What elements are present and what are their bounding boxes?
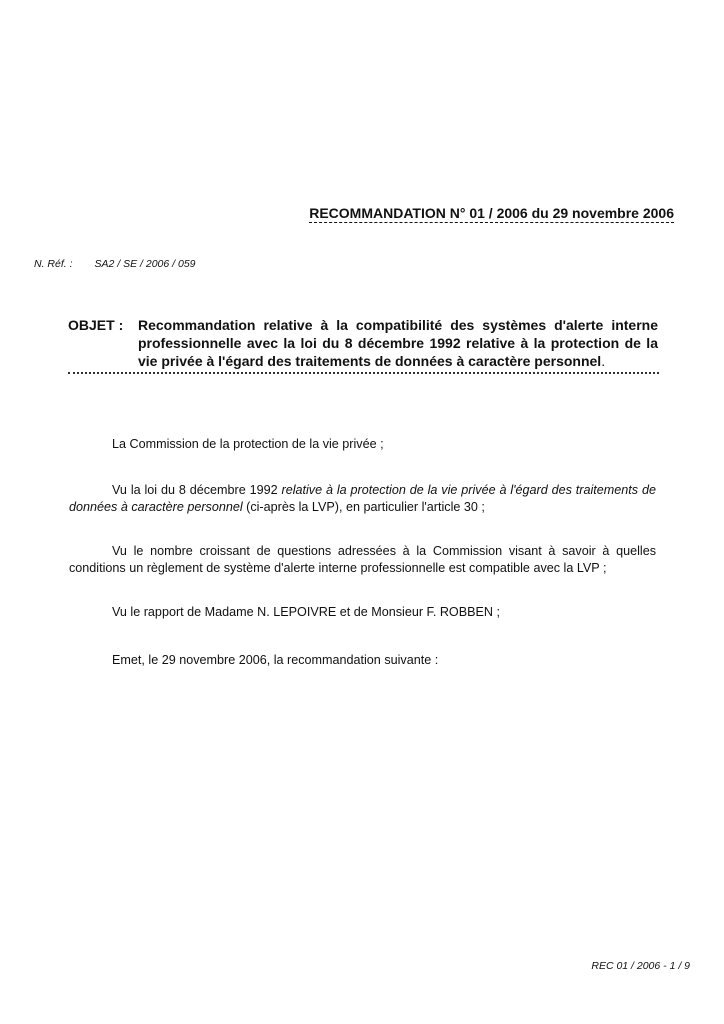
paragraph-loi-italic: relative à la protection de la vie privée à l'égard des traitements de données à caractère personnel (69, 483, 656, 514)
paragraph-rapport-text: Vu le rapport de Madame N. LEPOIVRE et de Monsieur F. ROBBEN ; (112, 605, 501, 619)
reference-line (34, 258, 196, 270)
document-title: RECOMMANDATION N° 01 / 2006 du 29 novembre 2006 (309, 205, 674, 221)
paragraph-commission-text: La Commission de la protection de la vie privée ; (112, 437, 384, 451)
paragraph-emet-text: Emet, le 29 novembre 2006, la recommandation suivante : (112, 653, 439, 667)
reference-label: N. Réf. : (34, 258, 73, 270)
subject-divider (68, 372, 659, 374)
paragraph-rapport (69, 604, 656, 621)
paragraph-emet (69, 652, 656, 669)
subject-text: Recommandation relative à la compatibilité des systèmes d'alerte interne professionnelle avec la loi du 8 décembre 1992 relative à la protection de la vie privée à l'égard des traitements de données à caractère personnel (138, 317, 658, 369)
subject-label: OBJET : (68, 317, 124, 333)
paragraph-questions (69, 543, 656, 577)
paragraph-loi (69, 482, 656, 516)
reference-value: SA2 / SE / 2006 / 059 (94, 258, 196, 270)
paragraph-commission (69, 436, 656, 453)
page-footer: REC 01 / 2006 - 1 / 9 (591, 960, 690, 972)
paragraph-loi-start: Vu la loi du 8 décembre 1992 (112, 483, 282, 497)
subject-block (68, 316, 658, 370)
paragraph-questions-text: Vu le nombre croissant de questions adressées à la Commission visant à savoir à quelles conditions un règlement de système d'alerte interne professionnelle est compatible avec la LVP ; (69, 544, 656, 575)
paragraph-loi-end: (ci-après la LVP), en particulier l'article 30 ; (242, 500, 485, 514)
subject-text-container (138, 316, 658, 370)
subject-end: . (601, 353, 606, 369)
